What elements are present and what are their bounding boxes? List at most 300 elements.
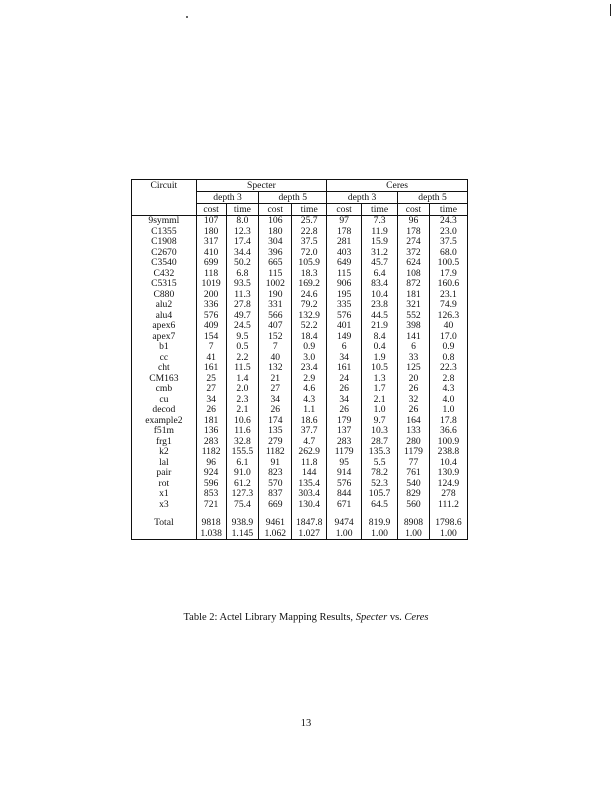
value-cell: 398 <box>398 321 430 332</box>
value-cell: 190 <box>259 290 292 301</box>
table-row <box>132 216 468 227</box>
value-cell: 160.6 <box>429 279 467 290</box>
header-group-specter: Specter <box>196 180 326 192</box>
value-cell: 11.3 <box>226 290 259 301</box>
value-cell: 409 <box>196 321 226 332</box>
value-cell: 130.4 <box>292 500 327 511</box>
value-cell: 11.6 <box>226 426 259 437</box>
value-cell: 906 <box>327 279 362 290</box>
table-totals <box>132 510 468 540</box>
value-cell: 4.0 <box>429 395 467 406</box>
value-cell: 914 <box>327 468 362 479</box>
value-cell: 1.9 <box>362 353 398 364</box>
value-cell: 26 <box>327 405 362 416</box>
value-cell: 135.4 <box>292 479 327 490</box>
value-cell: 49.7 <box>226 311 259 322</box>
value-cell: 0.5 <box>226 342 259 353</box>
header-group-ceres: Ceres <box>327 180 468 192</box>
value-cell: 4.3 <box>292 395 327 406</box>
value-cell: 17.9 <box>429 269 467 280</box>
value-cell: 1179 <box>327 447 362 458</box>
value-cell: 34 <box>327 353 362 364</box>
value-cell: 761 <box>398 468 430 479</box>
value-cell: 624 <box>398 258 430 269</box>
value-cell: 9461 <box>259 518 292 529</box>
value-cell: 570 <box>259 479 292 490</box>
circuit-name-cell: apex7 <box>152 330 176 342</box>
value-cell: 105.9 <box>292 258 327 269</box>
value-cell: 161 <box>196 363 226 374</box>
value-cell: 108 <box>398 269 430 280</box>
value-cell: 79.2 <box>292 300 327 311</box>
value-cell: 91.0 <box>226 468 259 479</box>
value-cell: 699 <box>196 258 226 269</box>
circuit-name-cell: cu <box>159 393 169 405</box>
value-cell: 872 <box>398 279 430 290</box>
value-cell: 34.4 <box>226 248 259 259</box>
circuit-name-cell: cmb <box>155 383 173 395</box>
value-cell: 61.2 <box>226 479 259 490</box>
value-cell: 304 <box>259 237 292 248</box>
value-cell: 18.3 <box>292 269 327 280</box>
value-cell: 2.3 <box>226 395 259 406</box>
value-cell: 6.8 <box>226 269 259 280</box>
value-cell: 77 <box>398 458 430 469</box>
value-cell: 136 <box>196 426 226 437</box>
value-cell: 281 <box>327 237 362 248</box>
value-cell: 1019 <box>196 279 226 290</box>
table-row <box>132 489 468 500</box>
value-cell: 2.9 <box>292 374 327 385</box>
value-cell: 2.0 <box>226 384 259 395</box>
value-cell: 924 <box>196 468 226 479</box>
value-cell: 2.1 <box>226 405 259 416</box>
value-cell: 180 <box>196 227 226 238</box>
value-cell: 24.5 <box>226 321 259 332</box>
value-cell: 1.4 <box>226 374 259 385</box>
value-cell: 72.0 <box>292 248 327 259</box>
value-cell: 4.6 <box>292 384 327 395</box>
value-cell: 133 <box>398 426 430 437</box>
table-row <box>132 237 468 248</box>
value-cell: 10.4 <box>362 290 398 301</box>
value-cell: 283 <box>327 437 362 448</box>
value-cell: 37.7 <box>292 426 327 437</box>
table-row <box>132 405 468 416</box>
value-cell: 566 <box>259 311 292 322</box>
value-cell: 2.1 <box>362 395 398 406</box>
circuit-name-cell: frg1 <box>155 435 172 447</box>
value-cell: 1002 <box>259 279 292 290</box>
value-cell: 24.6 <box>292 290 327 301</box>
value-cell: 823 <box>259 468 292 479</box>
value-cell: 4.7 <box>292 437 327 448</box>
value-cell: 12.3 <box>226 227 259 238</box>
value-cell: 279 <box>259 437 292 448</box>
value-cell: 28.7 <box>362 437 398 448</box>
value-cell: 280 <box>398 437 430 448</box>
value-cell: 34 <box>196 395 226 406</box>
circuit-name-cell: C1355 <box>151 225 177 237</box>
value-cell: 262.9 <box>292 447 327 458</box>
value-cell: 11.5 <box>226 363 259 374</box>
value-cell: 1179 <box>398 447 430 458</box>
value-cell: 8.0 <box>226 216 259 227</box>
value-cell: 26 <box>259 405 292 416</box>
value-cell: 152 <box>259 332 292 343</box>
header-specter-depth5: depth 5 <box>259 192 327 204</box>
value-cell: 107 <box>196 216 226 227</box>
value-cell: 155.5 <box>226 447 259 458</box>
value-cell: 4.3 <box>429 384 467 395</box>
table-row <box>132 384 468 395</box>
value-cell: 11.8 <box>292 458 327 469</box>
value-cell: 1.3 <box>362 374 398 385</box>
value-cell: 44.5 <box>362 311 398 322</box>
value-cell: 36.6 <box>429 426 467 437</box>
value-cell: 195 <box>327 290 362 301</box>
value-cell: 169.2 <box>292 279 327 290</box>
page-number: 13 <box>300 718 312 729</box>
value-cell: 181 <box>196 416 226 427</box>
value-cell: 1.062 <box>259 529 292 540</box>
ratio-row <box>132 529 468 540</box>
value-cell: 93.5 <box>226 279 259 290</box>
circuit-name-cell: pair <box>156 467 172 479</box>
value-cell: 161 <box>327 363 362 374</box>
value-cell: 105.7 <box>362 489 398 500</box>
value-cell: 17.8 <box>429 416 467 427</box>
results-table-container <box>131 179 468 540</box>
value-cell: 0.8 <box>429 353 467 364</box>
value-cell: 1.00 <box>362 529 398 540</box>
value-cell: 96 <box>196 458 226 469</box>
circuit-name-cell: C3540 <box>151 257 177 269</box>
value-cell: 819.9 <box>362 518 398 529</box>
value-cell: 396 <box>259 248 292 259</box>
value-cell: 1.1 <box>292 405 327 416</box>
value-cell: 669 <box>259 500 292 511</box>
value-cell: 403 <box>327 248 362 259</box>
value-cell: 100.9 <box>429 437 467 448</box>
value-cell: 317 <box>196 237 226 248</box>
value-cell: 2.2 <box>226 353 259 364</box>
value-cell: 10.5 <box>362 363 398 374</box>
value-cell: 23.0 <box>429 227 467 238</box>
value-cell: 560 <box>398 500 430 511</box>
value-cell: 64.5 <box>362 500 398 511</box>
value-cell: 100.5 <box>429 258 467 269</box>
value-cell: 154 <box>196 332 226 343</box>
value-cell: 125 <box>398 363 430 374</box>
value-cell: 18.4 <box>292 332 327 343</box>
value-cell: 1.00 <box>327 529 362 540</box>
value-cell: 91 <box>259 458 292 469</box>
table-caption <box>0 612 612 623</box>
value-cell: 7.3 <box>362 216 398 227</box>
header-cost: cost <box>196 204 226 216</box>
value-cell: 181 <box>398 290 430 301</box>
value-cell: 665 <box>259 258 292 269</box>
value-cell: 1.00 <box>398 529 430 540</box>
value-cell: 97 <box>327 216 362 227</box>
table-row <box>132 468 468 479</box>
header-time: time <box>226 204 259 216</box>
circuit-name-cell: cc <box>159 351 169 363</box>
header-cost: cost <box>398 204 430 216</box>
circuit-name-cell: b1 <box>159 341 169 353</box>
header-time: time <box>292 204 327 216</box>
value-cell: 1847.8 <box>292 518 327 529</box>
value-cell: 938.9 <box>226 518 259 529</box>
value-cell: 135.3 <box>362 447 398 458</box>
value-cell: 26 <box>398 384 430 395</box>
total-row <box>132 518 468 529</box>
header-time: time <box>429 204 467 216</box>
value-cell: 118 <box>196 269 226 280</box>
circuit-name-cell: C2670 <box>151 246 177 258</box>
value-cell: 144 <box>292 468 327 479</box>
value-cell: 18.6 <box>292 416 327 427</box>
header-ceres-depth3: depth 3 <box>327 192 398 204</box>
value-cell: 33 <box>398 353 430 364</box>
value-cell: 596 <box>196 479 226 490</box>
value-cell: 26 <box>196 405 226 416</box>
value-cell: 24 <box>327 374 362 385</box>
value-cell: 2.8 <box>429 374 467 385</box>
value-cell: 1.00 <box>429 529 467 540</box>
circuit-name-cell: cht <box>157 362 170 374</box>
value-cell: 23.8 <box>362 300 398 311</box>
value-cell: 83.4 <box>362 279 398 290</box>
value-cell: 5.5 <box>362 458 398 469</box>
header-specter-depth3: depth 3 <box>196 192 259 204</box>
table-row <box>132 279 468 290</box>
value-cell: 21 <box>259 374 292 385</box>
circuit-name-cell: alu4 <box>155 309 173 321</box>
circuit-name-cell: apex6 <box>152 320 176 332</box>
value-cell: 40 <box>429 321 467 332</box>
value-cell: 180 <box>259 227 292 238</box>
value-cell: 17.4 <box>226 237 259 248</box>
value-cell: 126.3 <box>429 311 467 322</box>
value-cell: 283 <box>196 437 226 448</box>
table-row <box>132 258 468 269</box>
header-ceres-depth5: depth 5 <box>398 192 468 204</box>
circuit-name-cell: CM163 <box>149 372 179 384</box>
header-cost: cost <box>259 204 292 216</box>
value-cell: 78.2 <box>362 468 398 479</box>
value-cell: 331 <box>259 300 292 311</box>
value-cell: 23.4 <box>292 363 327 374</box>
value-cell: 75.4 <box>226 500 259 511</box>
caption-ceres: Ceres <box>404 612 429 623</box>
circuit-name-cell: lal <box>159 456 169 468</box>
value-cell: 32 <box>398 395 430 406</box>
value-cell: 26 <box>398 405 430 416</box>
value-cell: 540 <box>398 479 430 490</box>
value-cell: 407 <box>259 321 292 332</box>
value-cell: 10.6 <box>226 416 259 427</box>
value-cell: 9.7 <box>362 416 398 427</box>
value-cell: 1.0 <box>362 405 398 416</box>
scan-dot <box>186 16 188 18</box>
value-cell: 25.7 <box>292 216 327 227</box>
value-cell: 132.9 <box>292 311 327 322</box>
value-cell: 11.9 <box>362 227 398 238</box>
row-label-cell: Total <box>154 517 174 529</box>
value-cell: 32.8 <box>226 437 259 448</box>
value-cell: 6 <box>398 342 430 353</box>
header-time: time <box>362 204 398 216</box>
value-cell: 9818 <box>196 518 226 529</box>
value-cell: 26 <box>327 384 362 395</box>
value-cell: 111.2 <box>429 500 467 511</box>
value-cell: 127.3 <box>226 489 259 500</box>
circuit-name-cell: alu2 <box>155 299 173 311</box>
value-cell: 137 <box>327 426 362 437</box>
caption-prefix: Table 2: Actel Library Mapping Results, <box>183 612 356 623</box>
value-cell: 3.0 <box>292 353 327 364</box>
value-cell: 178 <box>398 227 430 238</box>
value-cell: 115 <box>259 269 292 280</box>
value-cell: 278 <box>429 489 467 500</box>
value-cell: 164 <box>398 416 430 427</box>
value-cell: 576 <box>327 311 362 322</box>
value-cell: 21.9 <box>362 321 398 332</box>
caption-vs: vs. <box>387 612 405 623</box>
value-cell: 721 <box>196 500 226 511</box>
table-row <box>132 342 468 353</box>
value-cell: 52.2 <box>292 321 327 332</box>
row-label-cell <box>132 529 197 540</box>
value-cell: 336 <box>196 300 226 311</box>
value-cell: 0.9 <box>292 342 327 353</box>
value-cell: 141 <box>398 332 430 343</box>
value-cell: 7 <box>259 342 292 353</box>
results-table <box>131 179 468 540</box>
value-cell: 115 <box>327 269 362 280</box>
value-cell: 95 <box>327 458 362 469</box>
circuit-name-cell: C5315 <box>151 278 177 290</box>
value-cell: 1.145 <box>226 529 259 540</box>
value-cell: 853 <box>196 489 226 500</box>
value-cell: 31.2 <box>362 248 398 259</box>
circuit-name-cell: example2 <box>145 414 183 426</box>
value-cell: 10.3 <box>362 426 398 437</box>
value-cell: 671 <box>327 500 362 511</box>
value-cell: 576 <box>196 311 226 322</box>
circuit-name-cell: C1908 <box>151 236 177 248</box>
circuit-name-cell: 9symml <box>148 215 180 227</box>
scan-edge-mark <box>610 4 611 16</box>
value-cell: 41 <box>196 353 226 364</box>
value-cell: 410 <box>196 248 226 259</box>
value-cell: 40 <box>259 353 292 364</box>
value-cell: 22.3 <box>429 363 467 374</box>
value-cell: 552 <box>398 311 430 322</box>
value-cell: 27 <box>196 384 226 395</box>
value-cell: 0.9 <box>429 342 467 353</box>
value-cell: 132 <box>259 363 292 374</box>
value-cell: 1182 <box>196 447 226 458</box>
caption-specter: Specter <box>355 612 388 623</box>
value-cell: 6.1 <box>226 458 259 469</box>
value-cell: 335 <box>327 300 362 311</box>
value-cell: 829 <box>398 489 430 500</box>
value-cell: 34 <box>259 395 292 406</box>
value-cell: 106 <box>259 216 292 227</box>
value-cell: 7 <box>196 342 226 353</box>
value-cell: 130.9 <box>429 468 467 479</box>
value-cell: 576 <box>327 479 362 490</box>
value-cell: 135 <box>259 426 292 437</box>
value-cell: 1.0 <box>429 405 467 416</box>
header-circuit: Circuit <box>150 179 178 191</box>
value-cell: 1.027 <box>292 529 327 540</box>
value-cell: 25 <box>196 374 226 385</box>
table-row <box>132 447 468 458</box>
value-cell: 274 <box>398 237 430 248</box>
value-cell: 52.3 <box>362 479 398 490</box>
value-cell: 50.2 <box>226 258 259 269</box>
value-cell: 149 <box>327 332 362 343</box>
value-cell: 124.9 <box>429 479 467 490</box>
value-cell: 372 <box>398 248 430 259</box>
value-cell: 37.5 <box>292 237 327 248</box>
table-row <box>132 426 468 437</box>
circuit-name-cell: decod <box>152 404 176 416</box>
table-row <box>132 300 468 311</box>
value-cell: 303.4 <box>292 489 327 500</box>
value-cell: 24.3 <box>429 216 467 227</box>
table-row <box>132 500 468 511</box>
value-cell: 6 <box>327 342 362 353</box>
value-cell: 34 <box>327 395 362 406</box>
circuit-name-cell: C432 <box>153 267 175 279</box>
value-cell: 17.0 <box>429 332 467 343</box>
circuit-name-cell: x3 <box>159 498 169 510</box>
value-cell: 15.9 <box>362 237 398 248</box>
value-cell: 837 <box>259 489 292 500</box>
value-cell: 238.8 <box>429 447 467 458</box>
value-cell: 6.4 <box>362 269 398 280</box>
value-cell: 9.5 <box>226 332 259 343</box>
value-cell: 174 <box>259 416 292 427</box>
value-cell: 37.5 <box>429 237 467 248</box>
value-cell: 1.7 <box>362 384 398 395</box>
value-cell: 200 <box>196 290 226 301</box>
value-cell: 178 <box>327 227 362 238</box>
value-cell: 68.0 <box>429 248 467 259</box>
value-cell: 20 <box>398 374 430 385</box>
value-cell: 1798.6 <box>429 518 467 529</box>
value-cell: 0.4 <box>362 342 398 353</box>
value-cell: 8908 <box>398 518 430 529</box>
value-cell: 23.1 <box>429 290 467 301</box>
circuit-name-cell: rot <box>158 477 170 489</box>
value-cell: 96 <box>398 216 430 227</box>
value-cell: 9474 <box>327 518 362 529</box>
header-cost: cost <box>327 204 362 216</box>
value-cell: 8.4 <box>362 332 398 343</box>
value-cell: 844 <box>327 489 362 500</box>
value-cell: 401 <box>327 321 362 332</box>
circuit-name-cell: k2 <box>159 446 169 458</box>
value-cell: 45.7 <box>362 258 398 269</box>
circuit-name-cell: x1 <box>159 488 169 500</box>
table-row <box>132 321 468 332</box>
